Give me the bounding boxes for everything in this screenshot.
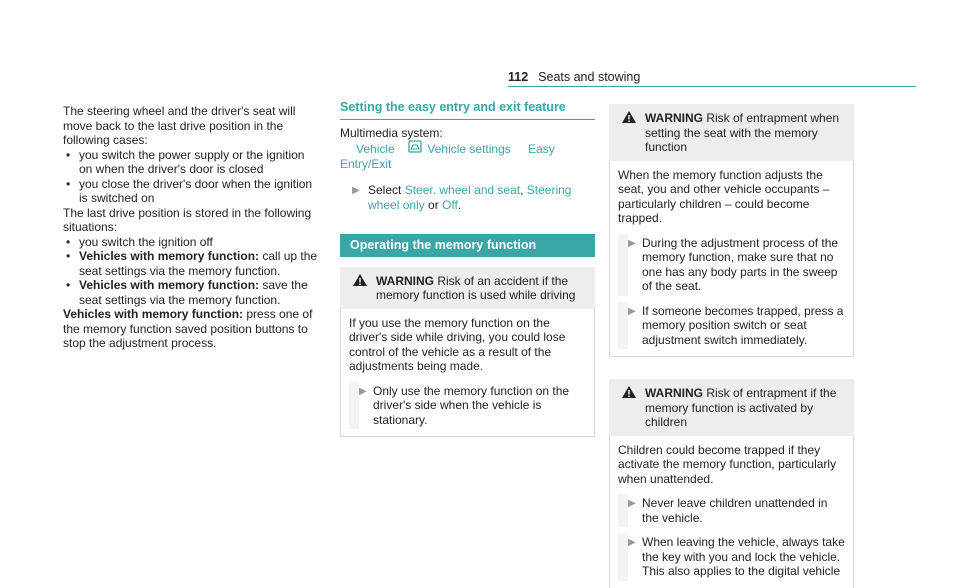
system-label: Multimedia system: xyxy=(340,125,443,140)
bold-label: Vehicles with memory function: xyxy=(79,278,260,292)
step-arrow-icon: ▶ xyxy=(628,237,636,249)
menu-vehicle[interactable]: Vehicle xyxy=(356,142,395,156)
warning-step xyxy=(618,304,845,348)
separator: . xyxy=(457,197,462,212)
list-item: • you switch the ignition off xyxy=(63,235,321,250)
warning-title: Risk of entrapment if the memory function is activated by children xyxy=(645,386,837,429)
car-settings-icon xyxy=(408,142,425,156)
paragraph-text: press one of the memory function saved position buttons to stop the adjustment process. xyxy=(63,307,313,350)
warning-title: Risk of entrapment when setting the seat with the memory function xyxy=(645,111,840,154)
warning-label: WARNING xyxy=(645,111,703,125)
step-arrow-icon: ▶ xyxy=(359,385,367,397)
menu-path xyxy=(340,140,595,171)
warning-box xyxy=(340,267,595,438)
warning-text: When the memory function adjusts the seat, you and other vehicle occupants – particularly children – could become trapped. xyxy=(618,167,830,225)
select-step xyxy=(340,183,595,212)
column-1 xyxy=(63,104,321,351)
section-title: Seats and stowing xyxy=(538,70,641,84)
warning-step xyxy=(618,535,845,579)
column-3 xyxy=(609,104,854,588)
step-text: Never leave children unattended in the vehicle. xyxy=(642,496,828,525)
separator: or xyxy=(424,197,443,212)
warning-box xyxy=(609,104,854,357)
separator: , xyxy=(520,183,527,197)
step-arrow-icon: ▶ xyxy=(628,537,636,548)
warning-body xyxy=(609,161,854,358)
cases-list xyxy=(63,148,321,206)
step-text: Select xyxy=(368,183,405,197)
section-heading-memory: Operating the memory function xyxy=(340,234,595,257)
page-number: 112 xyxy=(508,70,529,84)
intro-paragraph: The steering wheel and the driver's seat will move back to the last drive position in the following cases: xyxy=(63,104,296,147)
warning-header xyxy=(609,104,854,161)
list-item: • you switch the power supply or the ignition on when the driver's door is closed xyxy=(63,148,321,177)
step-text: Only use the memory function on the driver's side when the vehicle is stationary. xyxy=(373,383,570,427)
page-header xyxy=(508,70,640,84)
warning-icon xyxy=(621,110,637,124)
list-item-text: call up the seat settings via the memory function. xyxy=(79,249,318,278)
list-item xyxy=(63,278,321,307)
step-arrow-icon: ▶ xyxy=(628,498,636,509)
menu-vehicle-settings[interactable]: Vehicle settings xyxy=(427,142,511,156)
warning-step xyxy=(349,384,586,428)
step-arrow-icon: ▶ xyxy=(352,185,360,196)
warning-box xyxy=(609,379,854,588)
warning-text: Children could become trapped if they activate the memory function, particularly when unattended. xyxy=(618,442,837,486)
warning-icon xyxy=(621,385,637,399)
column-2 xyxy=(340,100,595,437)
step-arrow-icon: ▶ xyxy=(628,305,636,317)
warning-label: WARNING xyxy=(376,273,434,288)
warning-icon xyxy=(352,273,368,287)
bold-label: Vehicles with memory function: xyxy=(79,249,260,263)
warning-header xyxy=(340,267,595,309)
list-item xyxy=(63,249,321,278)
step-text: If someone becomes trapped, press a memory position switch or seat adjustment switch immediately. xyxy=(642,303,844,347)
warning-body xyxy=(609,436,854,588)
section-heading-easy-entry: Setting the easy entry and exit feature xyxy=(340,100,595,120)
list-item: • you close the driver's door when the ignition is switched on xyxy=(63,177,321,206)
step-text: When leaving the vehicle, always take the key with you and lock the vehicle. This also applies to the digital vehicle xyxy=(642,535,845,578)
list-item-text: save the seat settings via the memory function. xyxy=(79,278,308,307)
warning-step xyxy=(618,496,845,525)
step-text: During the adjustment process of the memory function, make sure that no one has any body parts in the sweep of the seat. xyxy=(642,235,839,293)
warning-text: If you use the memory function on the driver's side while driving, you could lose control of the vehicle as a result of the adjustments being made. xyxy=(349,315,566,373)
option-steer-wheel-and-seat[interactable]: Steer. wheel and seat xyxy=(404,183,521,197)
menu-easy-entry-exit[interactable]: Easy Entry/Exit xyxy=(340,142,555,171)
stored-situations-paragraph: The last drive position is stored in the following situations: xyxy=(63,205,312,234)
bold-label: Vehicles with memory function: xyxy=(63,307,244,321)
option-off[interactable]: Off xyxy=(442,197,458,212)
header-rule xyxy=(508,86,916,87)
warning-step xyxy=(618,236,845,294)
warning-body xyxy=(340,309,595,438)
warning-title: Risk of an accident if the memory function is used while driving xyxy=(376,273,576,302)
stop-adjustment-paragraph xyxy=(63,307,321,351)
warning-label: WARNING xyxy=(645,386,703,400)
warning-header xyxy=(609,379,854,436)
situations-list xyxy=(63,235,321,308)
option-steering-wheel-only[interactable]: Steering wheel only xyxy=(368,183,572,212)
